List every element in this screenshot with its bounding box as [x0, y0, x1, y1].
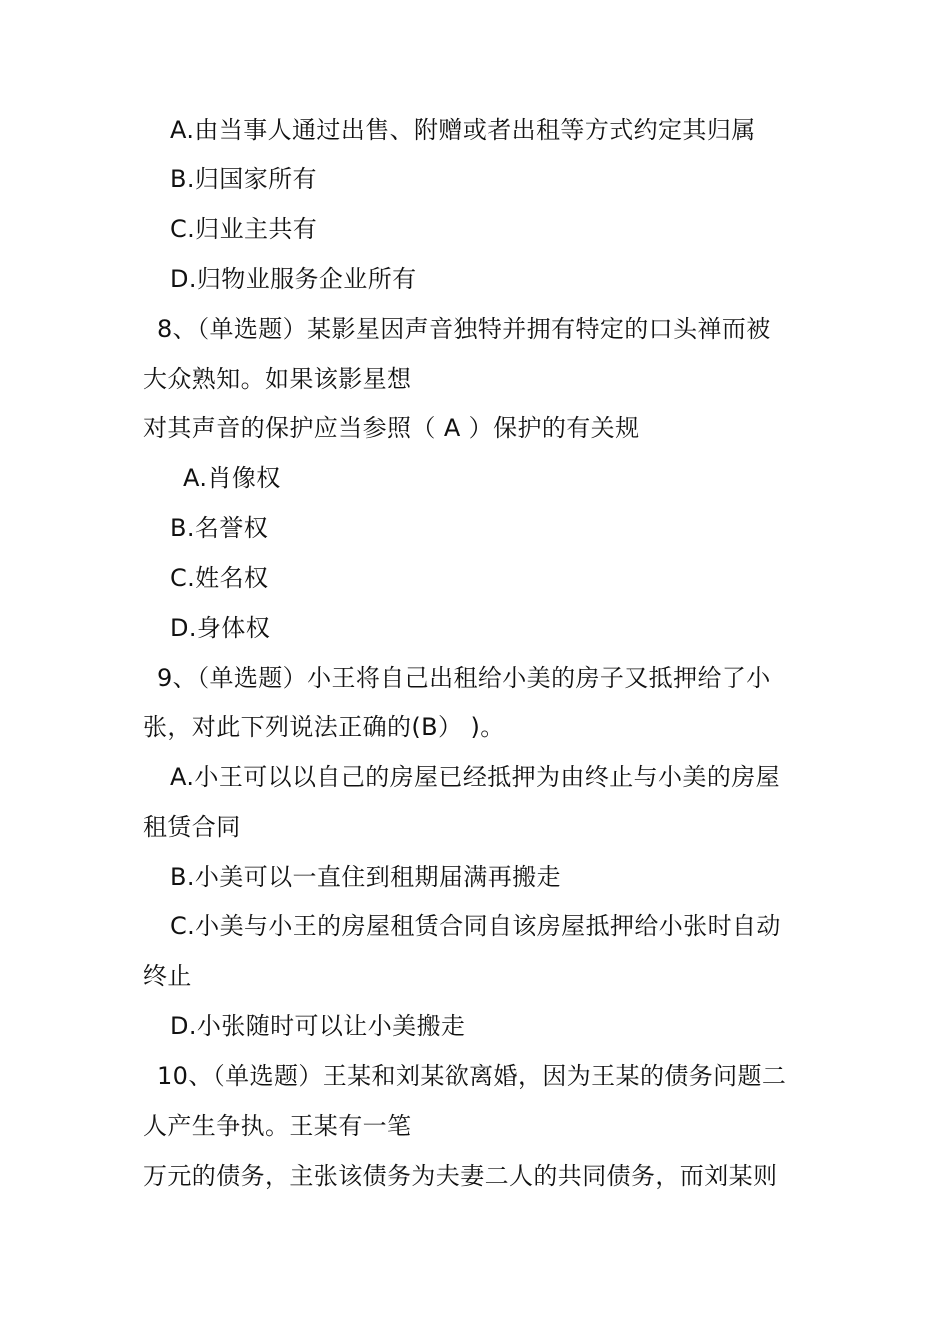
q9-option-c-line-1: C.小美与小王的房屋租赁合同自该房屋抵押给小张时自动	[170, 912, 781, 940]
q7-option-b: B.归国家所有	[170, 165, 317, 193]
q9-option-a-line-2: 租赁合同	[143, 813, 241, 841]
q9-option-b: B.小美可以一直住到租期届满再搬走	[170, 863, 561, 891]
q7-option-c: C.归业主共有	[170, 215, 318, 243]
q9-option-d: D.小张随时可以让小美搬走	[170, 1012, 466, 1040]
q7-option-d: D.归物业服务企业所有	[170, 265, 417, 293]
q8-stem-line-1: 8、（单选题）某影星因声音独特并拥有特定的口头禅而被	[157, 315, 771, 343]
q8-stem-line-3: 对其声音的保护应当参照（ A ）保护的有关规	[143, 414, 640, 442]
q8-option-c: C.姓名权	[170, 564, 269, 592]
q8-option-a: A.肖像权	[183, 464, 281, 492]
q7-option-a: A.由当事人通过出售、附赠或者出租等方式约定其归属	[170, 116, 756, 144]
q8-stem-line-2: 大众熟知。如果该影星想	[143, 365, 412, 393]
q8-option-b: B.名誉权	[170, 514, 269, 542]
q9-option-a-line-1: A.小王可以以自己的房屋已经抵押为由终止与小美的房屋	[170, 763, 781, 791]
q10-stem-line-3: 万元的债务，主张该债务为夫妻二人的共同债务，而刘某则	[143, 1162, 778, 1190]
q8-option-d: D.身体权	[170, 614, 271, 642]
q9-stem-line-2: 张，对此下列说法正确的(B） )。	[143, 713, 505, 741]
q10-stem-line-1: 10、（单选题）王某和刘某欲离婚，因为王某的债务问题二	[157, 1062, 787, 1090]
q10-stem-line-2: 人产生争执。王某有一笔	[143, 1112, 412, 1140]
q9-stem-line-1: 9、（单选题）小王将自己出租给小美的房子又抵押给了小	[157, 664, 771, 692]
q9-option-c-line-2: 终止	[143, 962, 192, 990]
